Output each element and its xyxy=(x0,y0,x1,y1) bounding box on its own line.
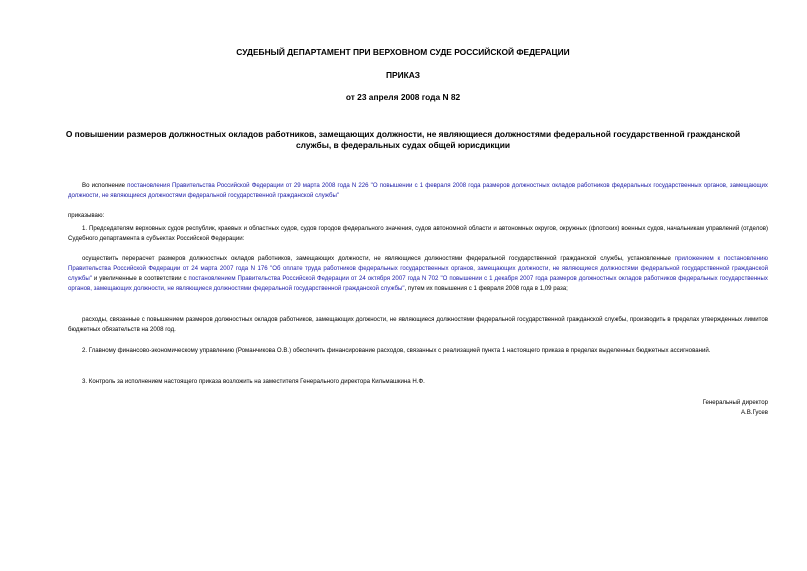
intro-paragraph xyxy=(68,181,768,201)
recalc-decree-702-link[interactable]: постановлением Правительства Российской Федерации от 24 октября 2007 года N 702 "О повышении с 1 декабря 2007 года размеров должностных окладов работников федеральных государственных органов, замещающих должности, не являющиеся должностями федеральной государственной гражданской службы" xyxy=(68,275,768,292)
recalc-prefix: осуществить перерасчет размеров должностных окладов работников, замещающих должности, не являющиеся должностями федеральной государственной гражданской службы, установленные xyxy=(82,255,675,262)
prikazyvayu-label: приказываю: xyxy=(68,212,105,219)
signature-name: А.В.Гусев xyxy=(740,409,768,416)
document-date-number: от 23 апреля 2008 года N 82 xyxy=(345,92,461,102)
document-page xyxy=(38,0,768,571)
item-1-paragraph: 1. Председателям верховных судов республик, краевых и областных судов, судов городов федерального значения, судов автономной области и автономных округов, окружных (флотских) военных судов, начальникам управлений (отделов) Судебного департамента в субъектах Российской Федерации: xyxy=(68,225,768,242)
intro-decree-link[interactable]: постановления Правительства Российской Федерации от 29 марта 2008 года N 226 "О повышении с 1 февраля 2008 года размеров должностных окладов работников федеральных государственных органов, замещающих должности, не являющиеся должностями федеральной государственной гражданской службы" xyxy=(68,182,768,199)
recalc-appendix-link[interactable]: приложением к постановлению Правительства Российской Федерации от 24 марта 2007 года N 176 "Об оплате труда работников федеральных государственных органов, замещающих должности, не являющиеся должностями федеральной государственной гражданской службы" xyxy=(68,255,768,282)
department-heading: СУДЕБНЫЙ ДЕПАРТАМЕНТ ПРИ ВЕРХОВНОМ СУДЕ РОССИЙСКОЙ ФЕДЕРАЦИИ xyxy=(236,47,570,57)
item-2-paragraph: 2. Главному финансово-экономическому управлению (Романчикова О.В.) обеспечить финансирование расходов, связанных с реализацией пункта 1 настоящего приказа в пределах выделенных бюджетных ассигнований. xyxy=(82,347,711,354)
document-title: О повышении размеров должностных окладов работников, замещающих должности, не являющиеся должностями федеральной государственной гражданской службы, в федеральных судах общей юрисдикции xyxy=(65,129,741,150)
recalculation-paragraph xyxy=(68,254,768,294)
document-type-heading: ПРИКАЗ xyxy=(385,70,421,80)
expenses-paragraph: расходы, связанные с повышением размеров должностных окладов работников, замещающих должности, не являющиеся должностями федеральной государственной гражданской службы, производить в пределах утвержденных лимитов бюджетных обязательств на 2008 год. xyxy=(68,316,768,333)
recalc-middle: и увеличенные в соответствии с xyxy=(91,275,189,282)
signature-block xyxy=(703,398,768,418)
signature-position: Генеральный директор xyxy=(702,399,768,406)
item-3-paragraph: 3. Контроль за исполнением настоящего приказа возложить на заместителя Генерального директора Кильмашкина Н.Ф. xyxy=(82,378,425,385)
intro-prefix: Во исполнение xyxy=(82,182,128,189)
recalc-suffix: , путем их повышения с 1 февраля 2008 года в 1,09 раза; xyxy=(404,285,568,292)
